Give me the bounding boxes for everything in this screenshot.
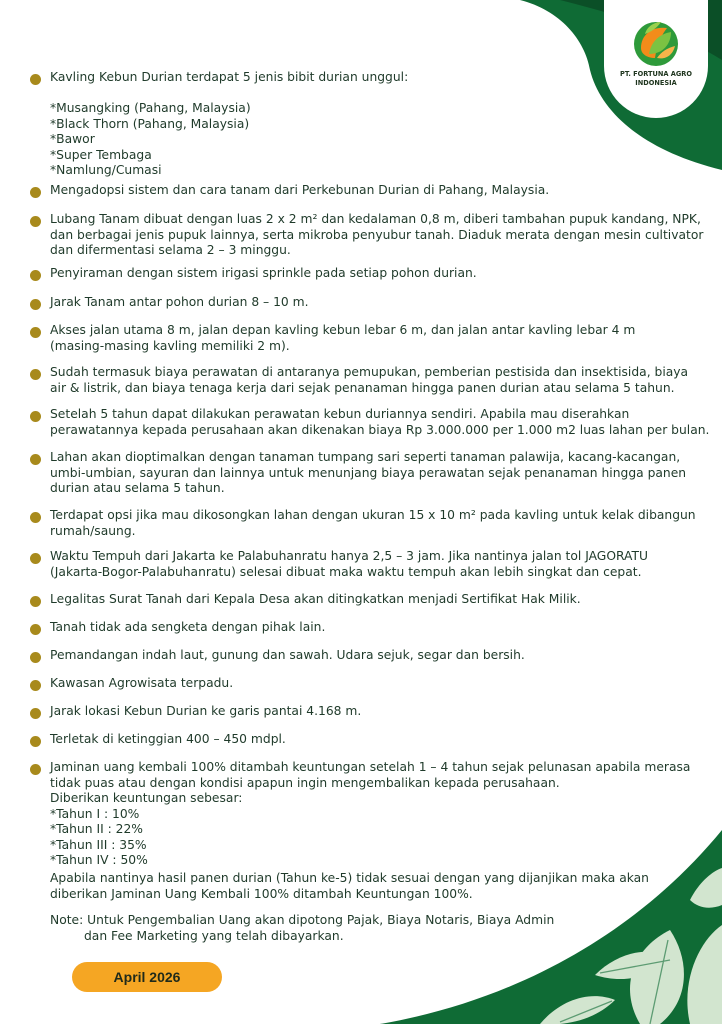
list-item-text bbox=[50, 620, 710, 636]
list-item-text bbox=[50, 323, 710, 354]
list-item-text bbox=[50, 648, 710, 664]
list-item bbox=[30, 323, 710, 354]
list-item bbox=[30, 704, 710, 720]
text-line: durian atau selama 5 tahun. bbox=[50, 481, 225, 495]
list-item-text bbox=[50, 508, 710, 539]
text-line: *Super Tembaga bbox=[50, 147, 152, 162]
text-line: Pemandangan indah laut, gunung dan sawah. Udara sejuk, segar dan bersih. bbox=[50, 648, 525, 662]
list-item bbox=[30, 212, 710, 259]
text-line: Akses jalan utama 8 m, jalan depan kavling kebun lebar 6 m, dan jalan antar kavling lebar 4 m bbox=[50, 323, 636, 337]
list-item-text bbox=[50, 70, 710, 179]
bullet-icon bbox=[30, 680, 41, 691]
list-item bbox=[30, 295, 710, 311]
bullet-icon bbox=[30, 512, 41, 523]
list-item bbox=[30, 620, 710, 636]
text-line: air & listrik, dan biaya tenaga kerja dari sejak penanaman hingga panen durian atau selama 5 tahun. bbox=[50, 380, 675, 395]
text-line: *Tahun IV : 50% bbox=[50, 853, 148, 867]
text-line: *Tahun III : 35% bbox=[50, 837, 147, 852]
list-item-text bbox=[50, 407, 710, 438]
list-item bbox=[30, 549, 710, 580]
list-item bbox=[30, 407, 710, 438]
text-line: tidak puas atau dengan kondisi apapun ingin mengembalikan kepada perusahaan. bbox=[50, 775, 560, 790]
bullet-icon bbox=[30, 736, 41, 747]
bullet-icon bbox=[30, 652, 41, 663]
text-line: (Jakarta-Bogor-Palabuhanratu) selesai dibuat maka waktu tempuh akan lebih singkat dan cepat. bbox=[50, 564, 642, 579]
text-line: Terdapat opsi jika mau dikosongkan lahan dengan ukuran 15 x 10 m² pada kavling untuk kelak dibangun bbox=[50, 508, 696, 522]
text-line: Lubang Tanam dibuat dengan luas 2 x 2 m² dan kedalaman 0,8 m, diberi tambahan pupuk kandang, NPK, bbox=[50, 212, 701, 226]
bullet-icon bbox=[30, 270, 41, 281]
list-item bbox=[30, 450, 710, 497]
list-item-text bbox=[50, 183, 710, 199]
list-item-text bbox=[50, 549, 710, 580]
list-item bbox=[30, 676, 710, 692]
text-line: Waktu Tempuh dari Jakarta ke Palabuhanratu hanya 2,5 – 3 jam. Jika nantinya jalan tol JAGORATU bbox=[50, 549, 649, 563]
list-item bbox=[30, 592, 710, 608]
list-item-text bbox=[50, 760, 710, 869]
text-line: Note: Untuk Pengembalian Uang akan dipotong Pajak, Biaya Notaris, Biaya Admin bbox=[50, 913, 555, 927]
text-line: umbi-umbian, sayuran dan lainnya untuk menunjang biaya perawatan sejak penanaman hingga panen bbox=[50, 465, 687, 480]
list-item-text bbox=[50, 450, 710, 497]
note-paragraph bbox=[50, 913, 710, 944]
bullet-icon bbox=[30, 327, 41, 338]
text-line: Kawasan Agrowisata terpadu. bbox=[50, 676, 234, 690]
bullet-icon bbox=[30, 187, 41, 198]
text-line: Mengadopsi sistem dan cara tanam dari Perkebunan Durian di Pahang, Malaysia. bbox=[50, 183, 550, 197]
text-line: diberikan Jaminan Uang Kembali 100% ditambah Keuntungan 100%. bbox=[50, 886, 473, 901]
bullet-icon bbox=[30, 216, 41, 227]
text-line: Lahan akan dioptimalkan dengan tanaman tumpang sari seperti tanaman palawija, kacang-kacangan, bbox=[50, 450, 681, 464]
text-line: *Musangking (Pahang, Malaysia) bbox=[50, 101, 251, 115]
text-line: Kavling Kebun Durian terdapat 5 jenis bibit durian unggul: bbox=[50, 70, 409, 84]
text-line: Terletak di ketinggian 400 – 450 mdpl. bbox=[50, 732, 286, 746]
company-name-line1: PT. FORTUNA AGRO bbox=[620, 70, 692, 78]
list-item-text bbox=[50, 212, 710, 259]
text-line: Setelah 5 tahun dapat dilakukan perawatan kebun duriannya sendiri. Apabila mau diserahkan bbox=[50, 407, 630, 421]
list-item bbox=[30, 70, 710, 179]
text-line: perawatannya kepada perusahaan akan dikenakan biaya Rp 3.000.000 per 1.000 m2 luas lahan per bulan. bbox=[50, 422, 710, 437]
text-line: *Tahun II : 22% bbox=[50, 822, 143, 836]
text-line: Tanah tidak ada sengketa dengan pihak lain. bbox=[50, 620, 326, 634]
text-line: Sudah termasuk biaya perawatan di antaranya pemupukan, pemberian pestisida dan insektisida, biaya bbox=[50, 365, 689, 379]
text-line: Jarak lokasi Kebun Durian ke garis pantai 4.168 m. bbox=[50, 704, 362, 718]
text-line: Apabila nantinya hasil panen durian (Tahun ke-5) tidak sesuai dengan yang dijanjikan maka akan bbox=[50, 871, 649, 885]
text-line: *Black Thorn (Pahang, Malaysia) bbox=[50, 116, 250, 131]
list-item-text bbox=[50, 295, 710, 311]
bullet-icon bbox=[30, 764, 41, 775]
date-badge: April 2026 bbox=[72, 962, 222, 992]
fortuna-agro-logo-icon bbox=[627, 14, 685, 68]
list-item bbox=[30, 732, 710, 748]
list-item-text bbox=[50, 676, 710, 692]
bullet-icon bbox=[30, 553, 41, 564]
text-line: *Bawor bbox=[50, 132, 95, 146]
list-item bbox=[30, 266, 710, 282]
list-item-text bbox=[50, 592, 710, 608]
bullet-icon bbox=[30, 299, 41, 310]
list-item-text bbox=[50, 266, 710, 282]
text-line: Penyiraman dengan sistem irigasi sprinkle pada setiap pohon durian. bbox=[50, 266, 477, 280]
text-line: rumah/saung. bbox=[50, 523, 136, 538]
text-line: Legalitas Surat Tanah dari Kepala Desa akan ditingkatkan menjadi Sertifikat Hak Milik. bbox=[50, 592, 581, 606]
company-name-line2: INDONESIA bbox=[635, 79, 677, 87]
text-line: Jarak Tanam antar pohon durian 8 – 10 m. bbox=[50, 295, 309, 309]
list-item bbox=[30, 183, 710, 199]
text-line: *Tahun I : 10% bbox=[50, 806, 140, 821]
text-line: dan Fee Marketing yang telah dibayarkan. bbox=[84, 928, 344, 943]
bullet-icon bbox=[30, 411, 41, 422]
bullet-icon bbox=[30, 454, 41, 465]
text-line: dan berbagai jenis pupuk lainnya, serta mikroba penyubur tanah. Diaduk merata dengan mesin cultivator bbox=[50, 227, 704, 242]
bullet-icon bbox=[30, 624, 41, 635]
text-line: dan difermentasi selama 2 – 3 minggu. bbox=[50, 243, 291, 257]
bullet-icon bbox=[30, 596, 41, 607]
text-line: *Namlung/Cumasi bbox=[50, 163, 162, 177]
list-item bbox=[30, 760, 710, 869]
list-item bbox=[30, 508, 710, 539]
text-line: Diberikan keuntungan sebesar: bbox=[50, 791, 243, 805]
list-item-text bbox=[50, 365, 710, 396]
list-item-text bbox=[50, 704, 710, 720]
text-line bbox=[50, 86, 710, 102]
list-item-text bbox=[50, 732, 710, 748]
list-item bbox=[30, 365, 710, 396]
bullet-icon bbox=[30, 708, 41, 719]
list-item bbox=[30, 648, 710, 664]
bullet-icon bbox=[30, 74, 41, 85]
text-line: (masing-masing kavling memiliki 2 m). bbox=[50, 338, 290, 353]
bullet-icon bbox=[30, 369, 41, 380]
text-line: Jaminan uang kembali 100% ditambah keuntungan setelah 1 – 4 tahun sejak pelunasan apabila merasa bbox=[50, 760, 691, 774]
guarantee-paragraph bbox=[50, 871, 710, 902]
